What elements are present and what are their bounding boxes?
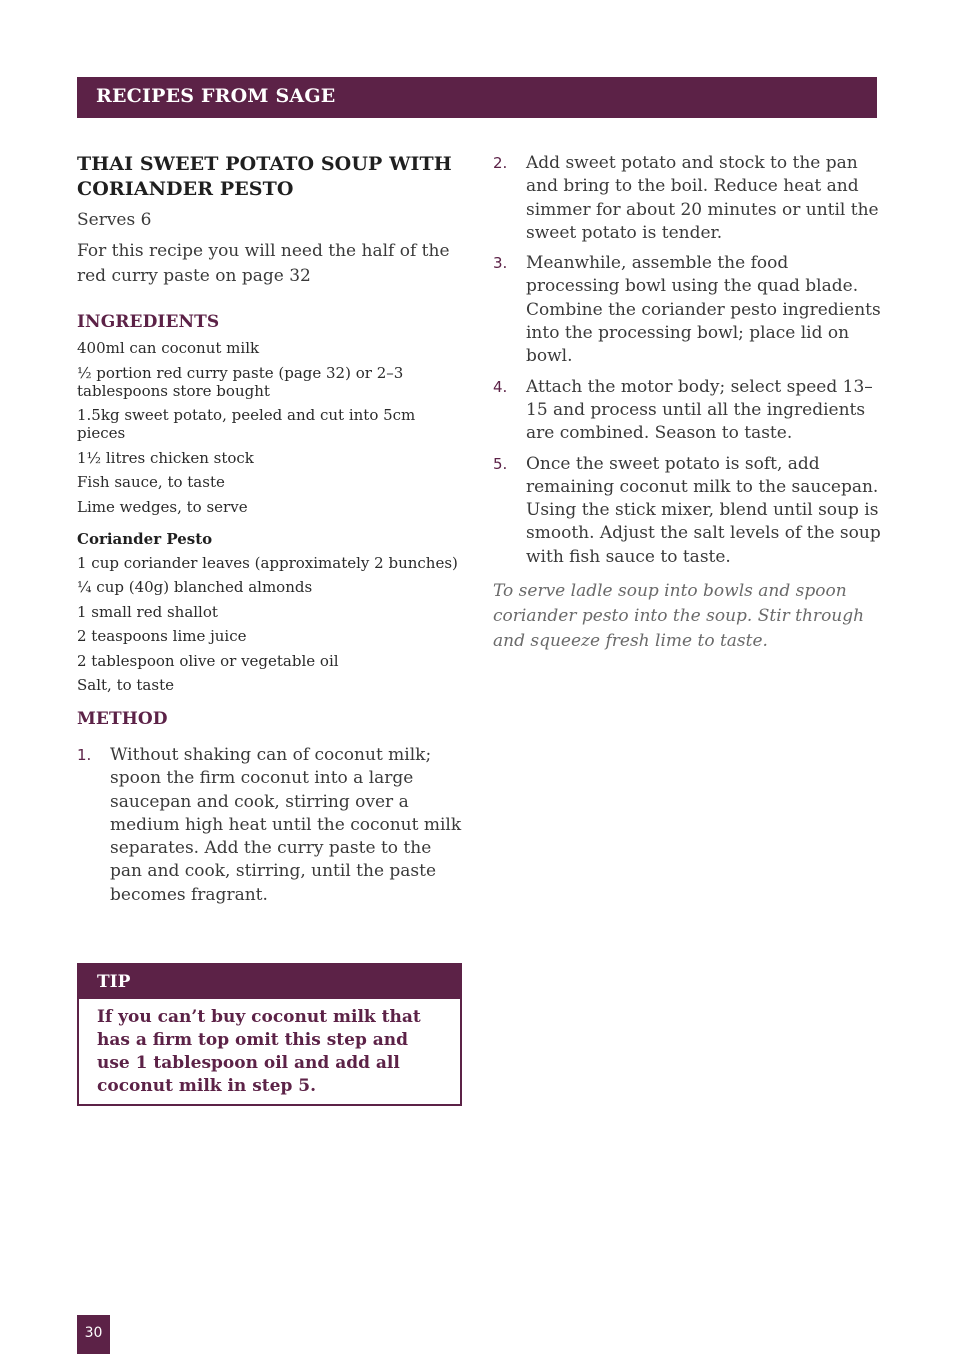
tip-title: TIP (97, 972, 131, 992)
tip-box (77, 963, 462, 1106)
step-number: 3. (493, 254, 508, 273)
recipe-title: THAI SWEET POTATO SOUP WITH CORIANDER PESTO (77, 153, 452, 200)
left-column (77, 152, 467, 914)
method-steps-left (77, 744, 467, 907)
ingredient-item: Fish sauce, to taste (77, 473, 225, 491)
pesto-ingredient-item: ¼ cup (40g) blanched almonds (77, 578, 313, 596)
pesto-ingredient-item: 1 cup coriander leaves (approximately 2 bunches) (77, 553, 458, 572)
recipe-intro: For this recipe you will need the half of the red curry paste on page 32 (77, 241, 450, 286)
tip-header (79, 965, 460, 999)
method-step (493, 376, 883, 446)
ingredient-item: 1.5kg sweet potato, peeled and cut into 5cm pieces (77, 406, 416, 442)
ingredient-item: 400ml can coconut milk (77, 339, 260, 357)
step-text: Without shaking can of coconut milk; spoon the firm coconut into a large saucepan and cook, stirring over a medium high heat until the coconut milk separates. Add the curry paste to the pan and cook, stirring, until the paste becomes fragrant. (110, 745, 462, 905)
step-text: Attach the motor body; select speed 13–15 and process until all the ingredients are combined. Season to taste. (526, 376, 873, 444)
pesto-subheading: Coriander Pesto (77, 529, 213, 548)
method-step (77, 744, 467, 907)
step-number: 5. (493, 454, 508, 473)
step-text: Meanwhile, assemble the food processing bowl using the quad blade. Combine the coriander pesto ingredients into the processing bowl; place lid on bowl. (526, 253, 881, 367)
pesto-ingredient-item: 1 small red shallot (77, 602, 218, 621)
method-step (493, 152, 883, 245)
pesto-ingredient-item: 2 teaspoons lime juice (77, 627, 247, 645)
pesto-ingredients-list (77, 554, 467, 695)
pesto-ingredient-item: Salt, to taste (77, 676, 174, 694)
step-number: 4. (493, 377, 508, 396)
ingredient-item: 1½ litres chicken stock (77, 448, 254, 467)
step-number: 1. (77, 746, 92, 764)
step-number: 2. (493, 154, 508, 172)
serving-suggestion: To serve ladle soup into bowls and spoon coriander pesto into the soup. Stir through and squeeze fresh lime to taste. (493, 581, 865, 652)
ingredient-item: Lime wedges, to serve (77, 497, 248, 516)
ingredients-list (77, 339, 467, 516)
right-column (493, 152, 883, 654)
section-header-title: RECIPES FROM SAGE (96, 85, 336, 107)
method-heading: METHOD (77, 709, 168, 729)
method-step (493, 453, 883, 569)
step-text: Once the sweet potato is soft, add remaining coconut milk to the saucepan. Using the stick mixer, blend until soup is smooth. Adjust the salt levels of the soup with fish sauce to taste. (526, 453, 881, 567)
page-number-badge (77, 1315, 110, 1354)
method-steps-right (493, 152, 883, 569)
tip-text: If you can’t buy coconut milk that has a firm top omit this step and use 1 tablespoon oil and add all coconut milk in step 5. (97, 1007, 421, 1096)
pesto-ingredient-item: 2 tablespoon olive or vegetable oil (77, 651, 339, 670)
recipe-serves: Serves 6 (77, 210, 152, 230)
step-text: Add sweet potato and stock to the pan and bring to the boil. Reduce heat and simmer for about 20 minutes or until the sweet potato is tender. (526, 153, 879, 243)
ingredient-item: ½ portion red curry paste (page 32) or 2–3 tablespoons store bought (77, 363, 404, 400)
ingredients-heading: INGREDIENTS (77, 312, 220, 332)
section-header-bar (77, 77, 877, 118)
method-step (493, 252, 883, 368)
page-number: 30 (84, 1325, 103, 1341)
